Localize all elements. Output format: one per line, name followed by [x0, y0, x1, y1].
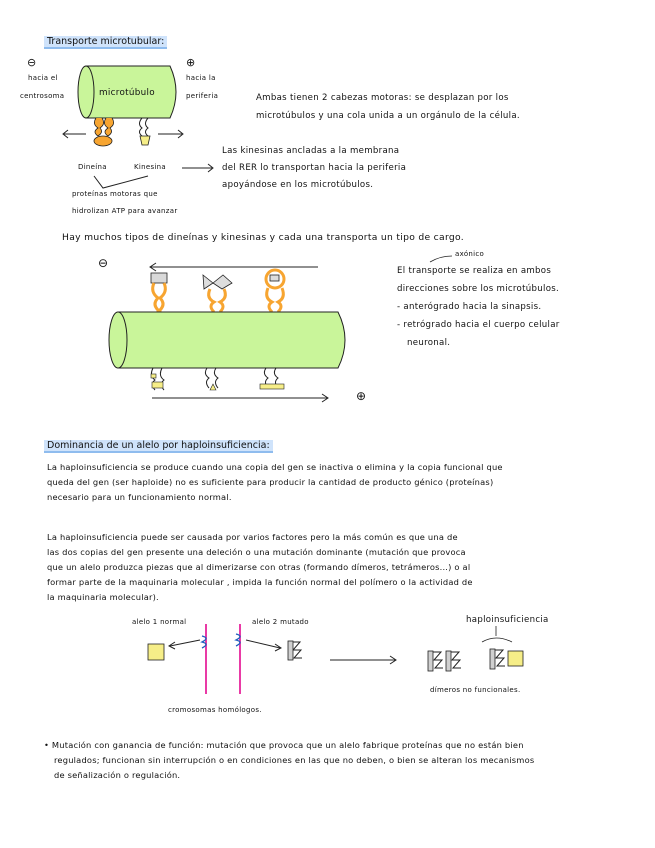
transport-line5: neuronal. [407, 338, 451, 348]
homologous-chromosomes-label: cromosomas homólogos. [168, 706, 262, 714]
kinesin-note-line3: apoyándose en los microtúbulos. [222, 180, 374, 190]
kinesin-note-line1: Las kinesinas ancladas a la membrana [222, 146, 400, 156]
para2-line: la maquinaria molecular). [47, 592, 159, 602]
para2-line: formar parte de la maquinaria molecular , impida la función normal del polímero o la actividad de [47, 577, 473, 587]
motor-proteins-line2: hidrolizan ATP para avanzar [72, 207, 178, 215]
haploinsufficiency-diagram [148, 624, 523, 694]
kinesina-label: Kinesina [134, 163, 166, 171]
top-motor-1 [151, 273, 167, 312]
minus-end-label-line2: centrosoma [20, 92, 65, 100]
top-motor-3 [266, 270, 284, 312]
bullet-line: • Mutación con ganancia de función: mutación que provoca que un alelo fabrique proteínas que no están bien [44, 740, 524, 750]
minus-end-icon: ⊖ [27, 56, 37, 69]
minus-end-label-line1: hacia el [28, 74, 58, 82]
gain-of-function-note [44, 738, 634, 783]
para1-line: necesario para un funcionamiento normal. [47, 492, 232, 502]
para1-line: queda del gen (ser haploide) no es suficiente para producir la cantidad de producto génico (proteínas) [47, 477, 494, 487]
top-motor-2 [203, 275, 232, 312]
haploinsufficiency-label: haploinsuficiencia [466, 615, 549, 625]
kinesin-motor-icon [140, 118, 151, 145]
kinesin-note-line2: del RER lo transportan hacia la periferia [222, 163, 407, 173]
motor-types-text: Hay muchos tipos de dineínas y kinesinas y cada una transporta un tipo de cargo. [62, 232, 464, 243]
haploinsufficiency-paragraph-2 [47, 530, 607, 605]
para2-line: La haploinsuficiencia puede ser causada por varios factores pero la más común es que una de [47, 532, 458, 542]
minus-end-icon-large: ⊖ [98, 256, 109, 270]
haploinsufficiency-paragraph-1 [47, 460, 607, 505]
transport-line4: - retrógrado hacia el cuerpo celular [397, 320, 560, 330]
bottom-motor-2 [205, 368, 218, 390]
transport-line3: - anterógrado hacia la sinapsis. [397, 302, 542, 312]
section-heading-haploinsufficiency: Dominancia de un alelo por haploinsuficiencia: [44, 440, 273, 453]
plus-end-label-line1: hacia la [186, 74, 216, 82]
nonfunctional-dimers-label: dímeros no funcionales. [430, 686, 521, 694]
para1-line: La haploinsuficiencia se produce cuando una copia del gen se inactiva o elimina y la copia funcional que [47, 462, 503, 472]
dineina-label: Dineína [78, 163, 107, 171]
motors-description-line1: Ambas tienen 2 cabezas motoras: se desplazan por los [256, 93, 509, 103]
dynein-motor-icon [94, 118, 114, 146]
transport-line2: direcciones sobre los microtúbulos. [397, 284, 560, 294]
plus-end-icon-large: ⊕ [356, 389, 367, 403]
axonico-label: axónico [455, 250, 485, 258]
motor-proteins-line1: proteínas motoras que [72, 190, 158, 198]
motors-description-line2: microtúbulos y una cola unida a un orgánulo de la célula. [256, 111, 520, 121]
allele2-label: alelo 2 mutado [252, 618, 309, 626]
bottom-motor-1 [151, 368, 164, 390]
bottom-motor-3 [260, 368, 284, 389]
bullet-line: regulados; funcionan sin interrupción o en condiciones en las que no deben, o bien se alteran los mecanismos [54, 755, 535, 765]
microtubule-label: microtúbulo [99, 88, 155, 98]
plus-end-label-line2: periferia [186, 92, 219, 100]
plus-end-icon: ⊕ [186, 56, 196, 69]
allele1-label: alelo 1 normal [132, 618, 187, 626]
para2-line: las dos copias del gen presente una deleción o una mutación dominante (mutación que provoca [47, 547, 466, 557]
para2-line: que un alelo produzca piezas que al dimerizarse con otras (formando dímeros, tetrámeros...) o al [47, 562, 471, 572]
transport-line1: El transporte se realiza en ambos [397, 266, 552, 276]
bullet-line: de señalización o regulación. [54, 770, 181, 780]
section-heading-transport: Transporte microtubular: [44, 36, 167, 49]
